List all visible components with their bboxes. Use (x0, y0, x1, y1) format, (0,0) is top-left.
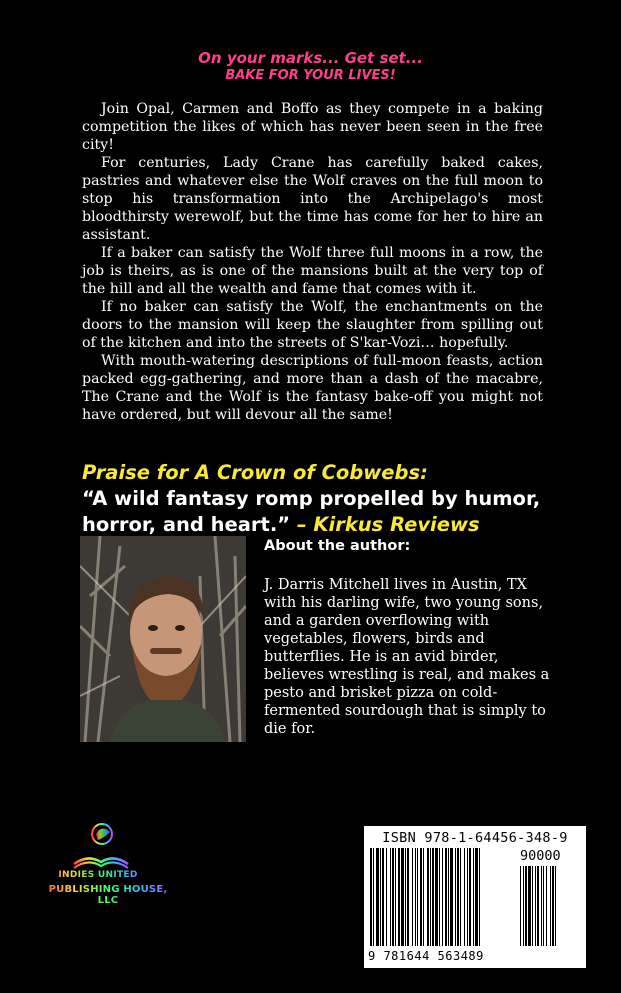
barcode-bar (457, 848, 459, 946)
praise-quote-block (82, 486, 552, 538)
tagline-line2: BAKE FOR YOUR LIVES! (225, 68, 396, 83)
praise-dash: – (290, 513, 314, 536)
barcode-bar (455, 848, 456, 946)
publisher-book-icon (38, 818, 178, 872)
barcode-bar (460, 848, 461, 946)
isbn-barcode (364, 826, 586, 968)
barcode-bar (450, 848, 453, 946)
publisher-logo (38, 818, 178, 908)
barcode-bar (552, 866, 554, 946)
blurb-paragraph: If no baker can satisfy the Wolf, the enchantments on the doors to the mansion will keep the slaughter from spilling out of the kitchen and into the streets of S'kar-Vozi… hopefully. (82, 299, 543, 351)
barcode-bar (380, 848, 381, 946)
tagline (0, 49, 621, 85)
barcode-bar (390, 848, 391, 946)
barcode-bar (535, 866, 536, 946)
barcode-bar (520, 866, 521, 946)
barcode-bar (475, 848, 478, 946)
book-blurb (82, 100, 543, 424)
barcode-bar (395, 848, 396, 946)
price-code: 90000 (520, 848, 561, 864)
ean-digits: 9 781644 563489 (368, 949, 484, 963)
barcode-bar (420, 848, 422, 946)
barcode-bar (373, 848, 374, 946)
barcode-bar (479, 848, 480, 946)
praise-quote: “A wild fantasy romp propelled by humor, horror, and heart.” (82, 487, 541, 536)
barcode-bar (432, 848, 434, 946)
publisher-name-line2: PUBLISHING HOUSE, LLC (38, 884, 178, 906)
barcode-bar (423, 848, 424, 946)
barcode-bar (430, 848, 431, 946)
praise-heading: Praise for A Crown of Cobwebs: (82, 461, 428, 484)
praise-section (82, 460, 552, 538)
barcode-bar (541, 866, 542, 946)
barcode-bar (376, 848, 379, 946)
barcode-bar (555, 866, 556, 946)
tagline-line1: On your marks... Get set... (198, 49, 423, 67)
author-bio: J. Darris Mitchell lives in Austin, TX with his darling wife, two young sons, and a garden overflowing with vegetables, flowers, birds and butterflies. He is an avid birder, believes wrestling is real, and makes a pesto and brisket pizza on cold-fermented sourdough that is simply to die for. (264, 577, 550, 737)
barcode-bar (528, 866, 531, 946)
barcode-bar (439, 848, 440, 946)
barcode-bar (473, 848, 474, 946)
about-author-heading: About the author: (264, 538, 411, 554)
barcode-bar (407, 848, 409, 946)
praise-source: Kirkus Reviews (313, 513, 480, 536)
barcode-bars (364, 826, 586, 968)
barcode-bar (435, 848, 438, 946)
barcode-bar (546, 866, 547, 946)
author-photo (80, 536, 246, 742)
barcode-bar (532, 866, 533, 946)
blurb-paragraph: With mouth-watering descriptions of full-moon feasts, action packed egg-gathering, and more than a dash of the macabre, The Crane and the Wolf is the fantasy bake-off you might not have ordered, but will devour all the same! (82, 353, 543, 423)
barcode-bar (382, 848, 384, 946)
barcode-bar (417, 848, 418, 946)
barcode-bar (370, 848, 372, 946)
blurb-paragraph: Join Opal, Carmen and Boffo as they compete in a baking competition the likes of which has never been seen in the free city! (82, 101, 543, 153)
barcode-bar (412, 848, 413, 946)
publisher-name-line1: INDIES UNITED (38, 870, 158, 880)
barcode-bar (467, 848, 468, 946)
barcode-bar (445, 848, 447, 946)
isbn-label: ISBN 978-1-64456-348-9 (382, 830, 568, 846)
barcode-bar (405, 848, 406, 946)
barcode-bar (392, 848, 394, 946)
barcode-bar (537, 866, 539, 946)
barcode-bar (448, 848, 449, 946)
blurb-paragraph: If a baker can satisfy the Wolf three full moons in a row, the job is theirs, as is one of the mansions built at the very top of the hill and all the wealth and fame that comes with it. (82, 245, 543, 297)
barcode-bar (464, 848, 465, 946)
barcode-bar (442, 848, 443, 946)
barcode-bar (427, 848, 429, 946)
blurb-paragraph: For centuries, Lady Crane has carefully baked cakes, pastries and whatever else the Wolf craves on the full moon to stop his transformation into the Archipelago's most bloodthirsty werewolf, but the time has come for her to hire an assistant. (82, 155, 543, 243)
barcode-bar (415, 848, 416, 946)
barcode-bar (398, 848, 400, 946)
author-photo-illustration (80, 536, 246, 742)
barcode-bar (525, 866, 527, 946)
barcode-bar (401, 848, 404, 946)
barcode-bar (386, 848, 387, 946)
barcode-bar (523, 866, 524, 946)
barcode-bar (543, 866, 544, 946)
barcode-bar (469, 848, 471, 946)
barcode-bar (550, 866, 551, 946)
